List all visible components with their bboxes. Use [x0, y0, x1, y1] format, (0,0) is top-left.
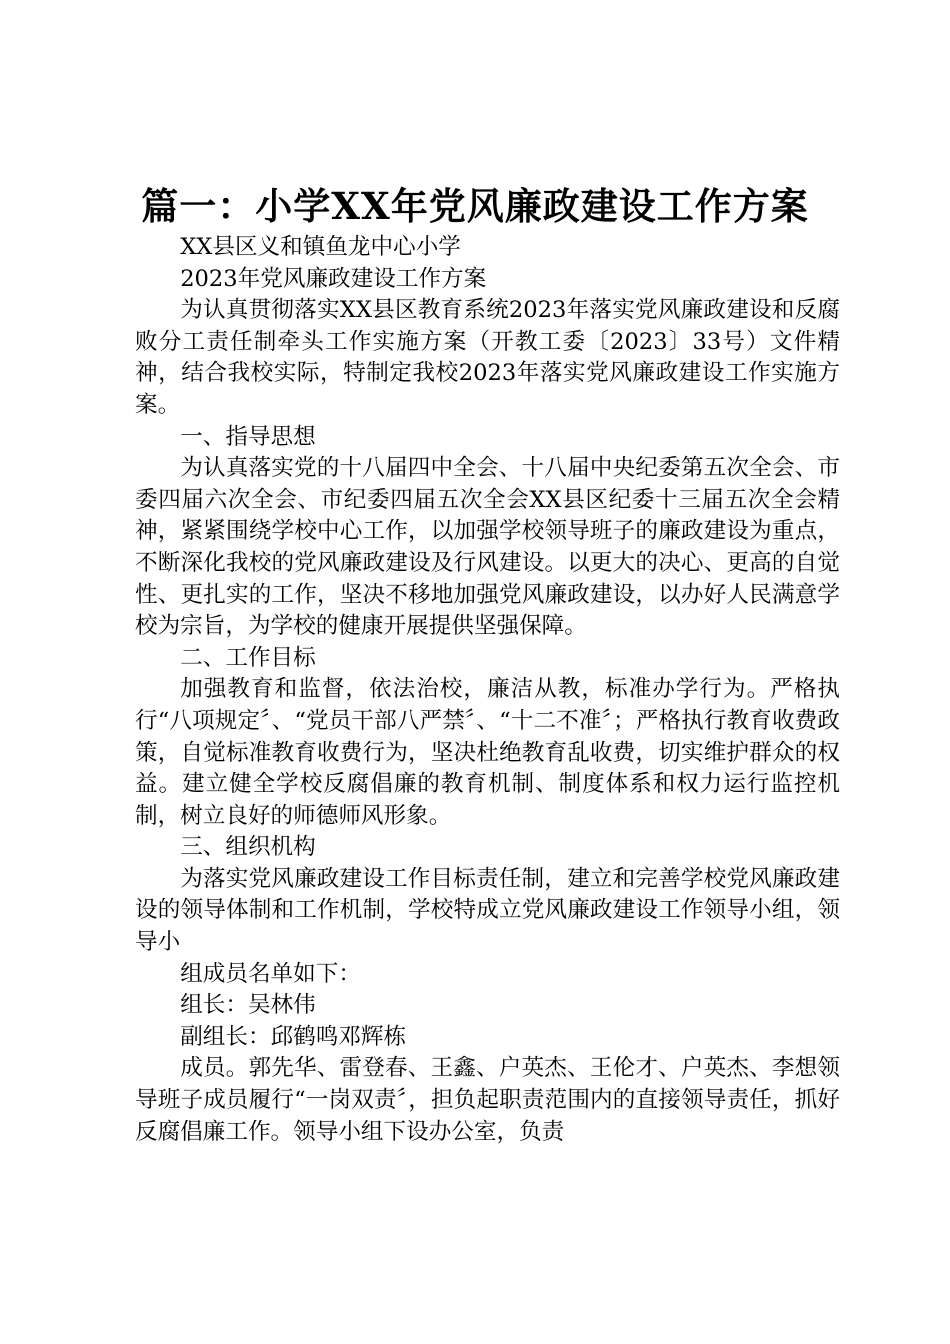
- work-goals-paragraph: 加强教育和监督，依法治校，廉洁从教，标准办学行为。严格执行“八项规定〞、“党员干部八严禁〞、“十二不准〞；严格执行教育收费政策，自觉标准教育收费行为，坚决杜绝教育乱收费，切实维护群众的权益。建立健全学校反腐倡廉的教育机制、制度体系和权力运行监控机制，树立良好的师德师风形象。: [135, 676, 840, 829]
- group-leader-line: 组长：吴林伟: [180, 992, 316, 1019]
- document-title: 篇一：小学XX年党风廉政建设工作方案: [141, 184, 809, 228]
- section-heading-guiding-ideology: 一、指导思想: [180, 423, 316, 450]
- organization-paragraph: 为落实党风廉政建设工作目标责任制，建立和完善学校党风廉政建设的领导体制和工作机制，学校特成立党风廉政建设工作领导小组，领导小: [135, 865, 840, 956]
- plan-title-line: 2023年党风廉政建设工作方案: [180, 265, 487, 292]
- guiding-ideology-paragraph: 为认真落实党的十八届四中全会、十八届中央纪委第五次全会、市委四届六次全会、市纪委四届五次全会XX县区纪委十三届五次全会精神，紧紧围绕学校中心工作，以加强学校领导班子的廉政建设为重点，不断深化我校的党风廉政建设及行风建设。以更大的决心、更高的自觉性、更扎实的工作，坚决不移地加强党风廉政建设，以办好人民满意学校为宗旨，为学校的健康开展提供坚强保障。: [135, 455, 840, 640]
- intro-paragraph: 为认真贯彻落实XX县区教育系统2023年落实党风廉政建设和反腐败分工责任制牵头工作实施方案（开教工委〔2023〕33号）文件精神，结合我校实际，特制定我校2023年落实党风廉政建设工作实施方案。: [135, 297, 840, 418]
- school-name-line: XX县区义和镇鱼龙中心小学: [180, 234, 461, 260]
- member-list-intro: 组成员名单如下：: [180, 960, 361, 987]
- document-body: [135, 232, 840, 1148]
- deputy-leader-line: 副组长：邱鹤鸣邓辉栋: [180, 1023, 407, 1050]
- section-heading-work-goals: 二、工作目标: [180, 644, 316, 671]
- members-paragraph: 成员。郭先华、雷登春、王鑫、户英杰、王伦才、户英杰、李想领导班子成员履行“一岗双责〞，担负起职责范围内的直接领导责任，抓好反腐倡廉工作。领导小组下设办公室，负责: [135, 1055, 840, 1145]
- section-heading-organization: 三、组织机构: [180, 834, 316, 861]
